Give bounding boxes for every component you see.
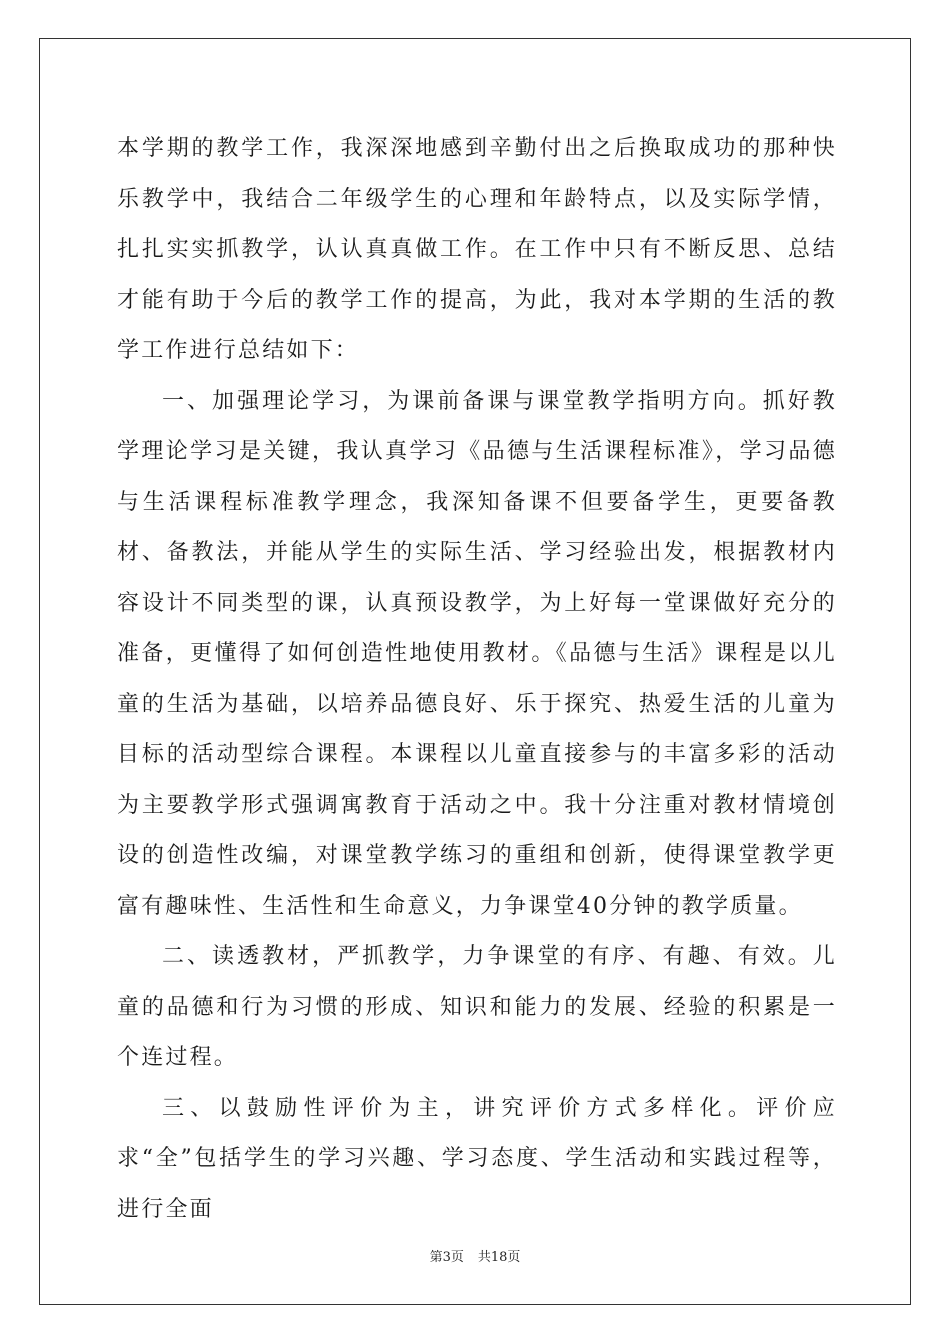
page-number: 第3页 [429,1250,464,1265]
paragraph-intro: 本学期的教学工作，我深深地感到辛勤付出之后换取成功的那种快乐教学中，我结合二年级学生的心理和年龄特点，以及实际学情，扎扎实实抓教学，认认真真做工作。在工作中只有不断反思、总结才能有助于今后的教学工作的提高，为此，我对本学期的生活的教学工作进行总结如下： [117,136,837,363]
paragraph-section-1: 一、加强理论学习，为课前备课与课堂教学指明方向。抓好教学理论学习是关键，我认真学习《品德与生活课程标准》，学习品德与生活课程标准教学理念，我深知备课不但要备学生，更要备教材、备教法，并能从学生的实际生活、学习经验出发，根据教材内容设计不同类型的课，认真预设教学，为上好每一堂课做好充分的准备，更懂得了如何创造性地使用教材。《品德与生活》课程是以儿童的生活为基础，以培养品德良好、乐于探究、热爱生活的儿童为目标的活动型综合课程。本课程以儿童直接参与的丰富多彩的活动为主要教学形式强调寓教育于活动之中。我十分注重对教材情境创设的创造性改编，对课堂教学练习的重组和创新，使得课堂教学更富有趣味性、生活性和生命意义，力争课堂40分钟的教学质量。 [117,388,837,919]
paragraph-section-3: 三、以鼓励性评价为主，讲究评价方式多样化。评价应求“全”包括学生的学习兴趣、学习态度、学生活动和实践过程等，进行全面 [117,1095,837,1222]
document-body [117,124,837,1235]
paragraph-section-2: 二、读透教材，严抓教学，力争课堂的有序、有趣、有效。儿童的品德和行为习惯的形成、知识和能力的发展、经验的积累是一个连过程。 [117,944,837,1070]
page-footer [0,1246,950,1265]
page-total: 共18页 [477,1250,521,1265]
